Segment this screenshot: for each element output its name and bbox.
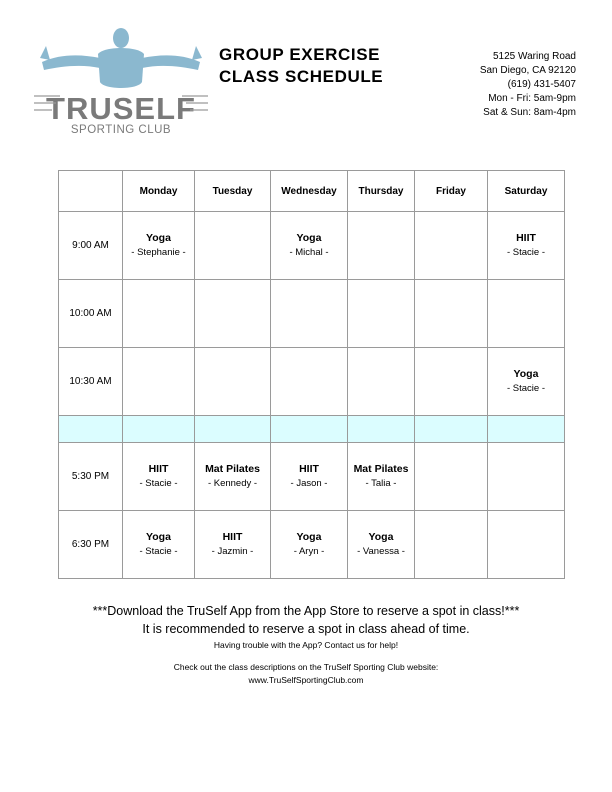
class-cell [271,511,348,579]
class-cell [195,280,271,348]
time-slot-row [59,212,565,280]
class-cell [123,443,195,511]
class-cell [123,348,195,416]
footer-reserve-note: It is recommended to reserve a spot in class ahead of time. [142,622,470,636]
instructor-name: - Stephanie - [131,246,186,258]
time-slot-row [59,280,565,348]
class-cell [195,348,271,416]
time-label: 10:00 AM [59,280,123,348]
class-cell [271,280,348,348]
class-cell [271,443,348,511]
day-header: Thursday [348,171,415,212]
time-slot-row [59,511,565,579]
break-cell [123,416,195,443]
break-cell [59,416,123,443]
instructor-name: - Jason - [290,477,328,489]
class-entry [271,232,347,260]
hours-weekday: Mon - Fri: 5am-9pm [488,93,576,104]
truself-logo [30,24,212,144]
class-cell [348,443,415,511]
class-cell [488,280,565,348]
address-line-2: San Diego, CA 92120 [479,65,576,76]
day-header: Wednesday [271,171,348,212]
class-name: Mat Pilates [353,462,409,475]
logo-figure-icon [30,24,212,144]
break-cell [271,416,348,443]
class-entry [123,463,194,491]
class-cell [415,280,488,348]
class-entry [488,232,564,260]
instructor-name: - Aryn - [293,545,325,557]
class-name: HIIT [299,462,319,475]
time-label: 9:00 AM [59,212,123,280]
class-entry [348,463,414,491]
logo-subbrand-text: SPORTING CLUB [70,124,172,136]
instructor-name: - Vanessa - [357,545,405,557]
footer-help-note: Having trouble with the App? Contact us for help! [213,640,399,650]
class-cell [195,212,271,280]
instructor-name: - Jazmin - [211,545,254,557]
class-name: Yoga [513,367,539,380]
class-cell [415,443,488,511]
class-cell [348,348,415,416]
class-name: Yoga [296,530,322,543]
class-cell [488,443,565,511]
class-entry [488,368,564,396]
footer-descriptions-note: Check out the class descriptions on the TruSelf Sporting Club website: [173,662,439,672]
class-entry [348,531,414,559]
class-cell [488,511,565,579]
day-header: Tuesday [195,171,271,212]
class-cell [348,212,415,280]
day-header: Friday [415,171,488,212]
class-cell [415,348,488,416]
class-cell [415,212,488,280]
class-cell [488,212,565,280]
time-slot-row [59,443,565,511]
class-name: HIIT [516,231,536,244]
class-name: Yoga [296,231,322,244]
break-cell [195,416,271,443]
class-cell [271,348,348,416]
class-cell [195,511,271,579]
class-entry [195,531,270,559]
instructor-name: - Stacie - [506,382,545,394]
class-cell [348,511,415,579]
time-slot-row [59,348,565,416]
class-cell [348,280,415,348]
phone-number: (619) 431-5407 [507,79,576,90]
instructor-name: - Stacie - [506,246,545,258]
class-name: Mat Pilates [205,462,260,475]
class-cell [123,511,195,579]
page-title [219,44,383,88]
class-entry [195,463,270,491]
class-schedule-table [58,170,565,579]
header-corner [59,171,123,212]
time-label: 6:30 PM [59,511,123,579]
address-line-1: 5125 Waring Road [492,51,576,62]
break-cell [415,416,488,443]
instructor-name: - Stacie - [139,477,178,489]
footer-website-link[interactable]: www.TruSelfSportingClub.com [248,675,364,685]
break-cell [488,416,565,443]
day-header: Monday [123,171,195,212]
class-entry [271,531,347,559]
break-cell [348,416,415,443]
class-cell [123,280,195,348]
class-cell [415,511,488,579]
footer-app-download: ***Download the TruSelf App from the App Store to reserve a spot in class!*** [92,604,520,618]
class-entry [271,463,347,491]
time-label: 10:30 AM [59,348,123,416]
instructor-name: - Talia - [365,477,397,489]
title-line-1: GROUP EXERCISE [219,45,381,64]
class-cell [271,212,348,280]
header-row [59,171,565,212]
instructor-name: - Kennedy - [207,477,258,489]
logo-brand-text: TRUSELF [46,91,196,126]
instructor-name: - Stacie - [139,545,178,557]
day-header: Saturday [488,171,565,212]
class-cell [123,212,195,280]
title-line-2: CLASS SCHEDULE [219,67,384,86]
time-label: 5:30 PM [59,443,123,511]
class-cell [488,348,565,416]
class-name: Yoga [146,530,171,543]
instructor-name: - Michal - [289,246,329,258]
class-cell [195,443,271,511]
class-name: HIIT [148,462,169,475]
hours-weekend: Sat & Sun: 8am-4pm [483,107,576,118]
class-entry [123,531,194,559]
class-entry [123,232,194,260]
class-name: Yoga [368,530,394,543]
midday-break-row [59,416,565,443]
class-name: Yoga [146,231,171,244]
contact-info [480,50,576,120]
class-name: HIIT [222,530,243,543]
